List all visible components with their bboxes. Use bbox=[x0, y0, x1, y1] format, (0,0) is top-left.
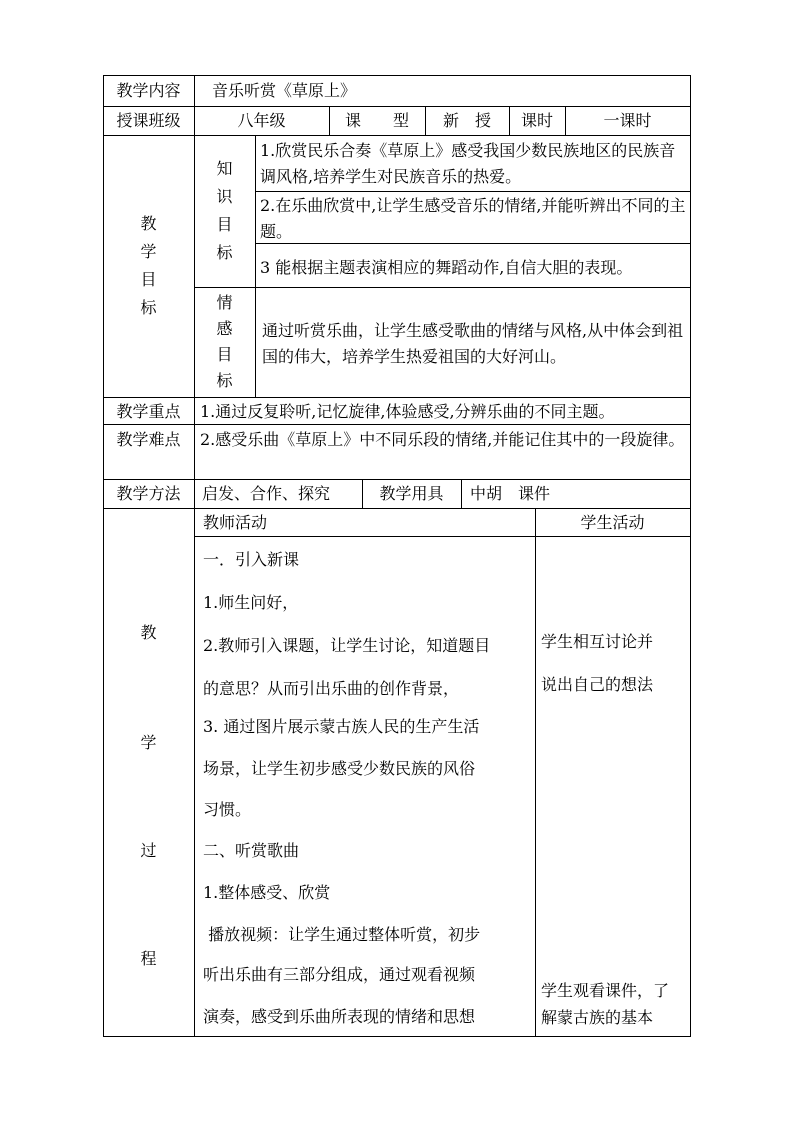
difficulty-label: 教学难点 bbox=[116, 430, 181, 449]
tools-label: 教学用具 bbox=[379, 484, 444, 503]
lesson-type-label: 课 型 bbox=[344, 111, 409, 130]
process-label-char: 程 bbox=[140, 949, 157, 968]
process-label-char: 教 bbox=[140, 623, 157, 642]
class-value: 八年级 bbox=[237, 111, 286, 130]
table-rule bbox=[255, 135, 256, 397]
knowledge-label-char: 标 bbox=[216, 243, 233, 262]
student-activity-line: 学生相互讨论并 bbox=[541, 632, 654, 651]
emotion-label-char: 感 bbox=[216, 319, 233, 338]
objectives-label-char: 目 bbox=[140, 270, 157, 289]
tools-value: 中胡 课件 bbox=[470, 484, 551, 503]
table-rule bbox=[194, 287, 690, 288]
objectives-label-char: 教 bbox=[140, 214, 157, 233]
lesson-hours-value: 一课时 bbox=[603, 111, 652, 130]
method-label: 教学方法 bbox=[116, 484, 181, 503]
method-value: 启发、合作、探究 bbox=[202, 484, 331, 503]
emotion-objective-text: 通过听赏乐曲，让学生感受歌曲的情绪与风格,从中体会到祖国的伟大，培养学生热爱祖国的大好河山。 bbox=[262, 321, 684, 366]
table-rule bbox=[103, 75, 690, 76]
table-rule bbox=[103, 479, 690, 480]
teacher-activity-line: 场景，让学生初步感受少数民族的风俗 bbox=[203, 759, 476, 778]
objectives-label bbox=[103, 135, 194, 397]
emotion-objective-label bbox=[194, 287, 255, 397]
emotion-label-char: 标 bbox=[216, 371, 233, 390]
table-rule bbox=[461, 479, 462, 509]
process-label-char: 过 bbox=[140, 841, 157, 860]
key-point-label: 教学重点 bbox=[116, 402, 181, 421]
objectives-label-char: 标 bbox=[140, 298, 157, 317]
teacher-activity-line: 习惯。 bbox=[203, 800, 252, 819]
content-value: 音乐听赏《草原上》 bbox=[212, 81, 357, 100]
knowledge-label-char: 目 bbox=[216, 215, 233, 234]
teacher-activity-line: 二、听赏歌曲 bbox=[203, 841, 300, 860]
knowledge-label-char: 知 bbox=[216, 159, 233, 178]
content-label: 教学内容 bbox=[116, 81, 181, 100]
knowledge-objective-label bbox=[194, 135, 255, 287]
table-rule bbox=[103, 397, 690, 398]
table-rule bbox=[103, 1036, 690, 1037]
teacher-activity-line: 2.教师引入课题，让学生讨论，知道题目 bbox=[203, 636, 491, 655]
objectives-label-char: 学 bbox=[140, 242, 157, 261]
process-label-char: 学 bbox=[140, 733, 157, 752]
student-activity-line: 学生观看课件，了 bbox=[541, 981, 670, 1000]
lesson-hours-label: 课时 bbox=[520, 111, 553, 130]
teacher-activity-line: 3. 通过图片展示蒙古族人民的生产生活 bbox=[203, 717, 480, 736]
teacher-activity-line: 一．引入新课 bbox=[203, 550, 300, 569]
emotion-label-char: 情 bbox=[216, 293, 233, 312]
table-rule bbox=[690, 75, 691, 1037]
emotion-label-char: 目 bbox=[216, 345, 233, 364]
teacher-activity-line: 1.师生问好， bbox=[203, 593, 299, 612]
teacher-activity-line: 演奏，感受到乐曲所表现的情绪和思想 bbox=[203, 1007, 476, 1026]
knowledge-objective-1: 1.欣赏民乐合奏《草原上》感受我国少数民族地区的民族音调风格,培养学生对民族音乐的热爱。 bbox=[260, 141, 676, 186]
student-activity-header: 学生活动 bbox=[580, 513, 645, 532]
class-label: 授课班级 bbox=[116, 111, 181, 130]
lesson-type-value: 新 授 bbox=[442, 111, 491, 130]
table-rule bbox=[103, 106, 690, 107]
knowledge-label-char: 识 bbox=[216, 187, 233, 206]
student-activity-line: 说出自己的想法 bbox=[541, 675, 654, 694]
teacher-activity-line: 听出乐曲有三部分组成，通过观看视频 bbox=[203, 965, 476, 984]
key-point-value: 1.通过反复聆听,记忆旋律,体验感受,分辨乐曲的不同主题。 bbox=[200, 402, 615, 421]
table-rule bbox=[103, 508, 690, 509]
knowledge-objective-3: 3 能根据主题表演相应的舞蹈动作,自信大胆的表现。 bbox=[260, 258, 633, 277]
teacher-activity-line: 1.整体感受、欣赏 bbox=[203, 883, 331, 902]
table-rule bbox=[194, 536, 690, 537]
knowledge-objective-2: 2.在乐曲欣赏中,让学生感受音乐的情绪,并能听辨出不同的主题。 bbox=[260, 196, 686, 241]
table-rule bbox=[535, 508, 536, 1037]
teacher-activity-line: 播放视频：让学生通过整体听赏，初步 bbox=[203, 925, 481, 944]
teacher-activity-line: 的意思？从而引出乐曲的创作背景， bbox=[203, 679, 460, 698]
table-rule bbox=[255, 191, 690, 192]
teacher-activity-header: 教师活动 bbox=[203, 513, 268, 532]
difficulty-value: 2.感受乐曲《草原上》中不同乐段的情绪,并能记住其中的一段旋律。 bbox=[200, 430, 685, 449]
student-activity-line: 解蒙古族的基本 bbox=[541, 1008, 654, 1027]
